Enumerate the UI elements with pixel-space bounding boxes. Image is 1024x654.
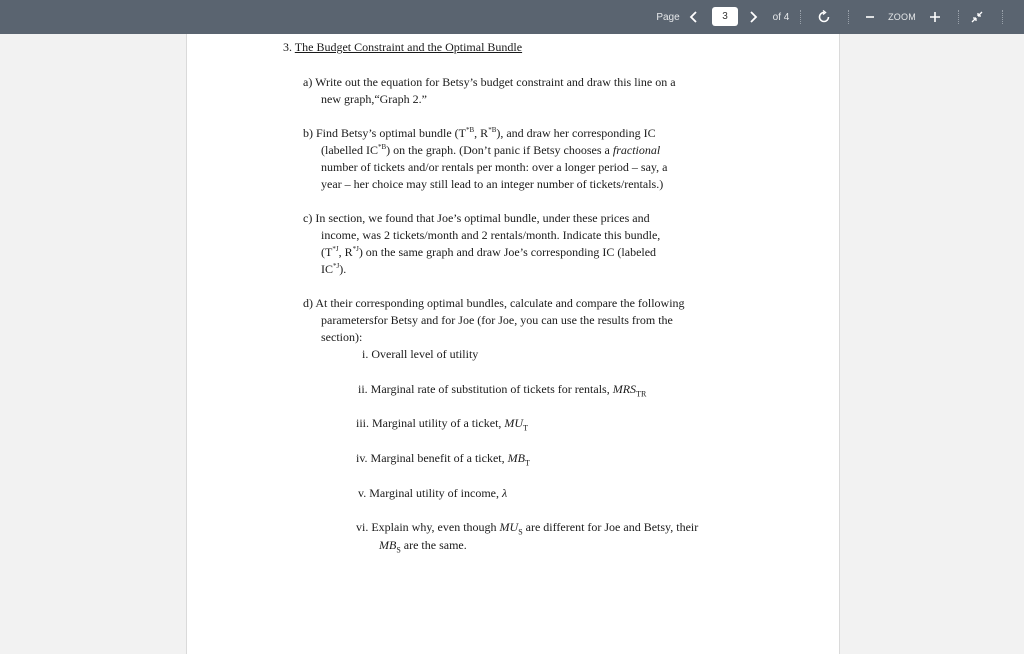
question-d-line-1: d) At their corresponding optimal bundles, calculate and compare the following — [303, 296, 685, 310]
document-page — [186, 34, 840, 654]
question-d-item-i: i. Overall level of utility — [362, 347, 479, 361]
question-d-item-vi-line-1: vi. Explain why, even though $MU_S$ are different for Joe and Betsy, their — [356, 520, 699, 537]
question-d-line-2: parametersfor Betsy and for Joe (for Joe, you can use the results from the — [321, 313, 673, 327]
toolbar-divider — [848, 10, 849, 24]
refresh-button[interactable] — [814, 0, 834, 34]
question-b-line-4: year – her choice may still lead to an integer number of tickets/rentals.) — [321, 177, 664, 191]
page-number-input[interactable] — [712, 7, 738, 26]
pdf-toolbar — [0, 0, 1024, 34]
zoom-label: ZOOM — [888, 12, 916, 22]
question-d-item-iii: iii. Marginal utility of a ticket, $MU_T$ — [356, 416, 528, 433]
section-heading: 3. The Budget Constraint and the Optimal Bundle — [283, 40, 523, 54]
question-c-line-1: c) In section, we found that Joe’s optimal bundle, under these prices and — [303, 211, 650, 225]
minus-icon — [865, 12, 875, 22]
previous-page-button[interactable] — [685, 0, 703, 34]
question-a-line-1: a) Write out the equation for Betsy’s budget constraint and draw this line on a — [303, 75, 676, 89]
refresh-icon — [817, 10, 831, 24]
question-c-line-2: income, was 2 tickets/month and 2 rentals/month. Indicate this bundle, — [321, 228, 661, 242]
question-a-line-2: new graph,“Graph 2.” — [321, 92, 427, 106]
question-d-item-iv: iv. Marginal benefit of a ticket, $MB_T$ — [356, 451, 530, 468]
page-label: Page — [656, 11, 680, 23]
zoom-out-button[interactable] — [862, 0, 878, 34]
question-d-line-3: section): — [321, 330, 363, 344]
toolbar-divider — [1002, 10, 1003, 24]
question-d-item-v: v. Marginal utility of income, λ — [358, 486, 508, 500]
question-b-line-1: b) Find Betsy’s optimal bundle ($T^{*B}$, $R^{*B}$), and draw her corresponding IC — [303, 126, 656, 140]
question-c-line-3: ($T^{*J}$, $R^{*J}$) on the same graph and draw Joe’s corresponding IC (labeled — [321, 245, 657, 259]
next-page-button[interactable] — [744, 0, 762, 34]
zoom-in-button[interactable] — [926, 0, 944, 34]
question-b-line-2: (labelled $IC^{*B}$) on the graph. (Don’t panic if Betsy chooses a fractional — [321, 143, 661, 157]
total-pages-label: of 4 — [772, 11, 790, 23]
chevron-left-icon — [689, 10, 699, 24]
section-title: The Budget Constraint and the Optimal Bundle — [294, 40, 523, 54]
toolbar-divider — [800, 10, 801, 24]
collapse-button[interactable] — [968, 0, 986, 34]
question-d-item-vi-line-2: $MB_S$ are the same. — [379, 538, 467, 555]
question-b-line-3: number of tickets and/or rentals per month: over a longer period – say, a — [321, 160, 668, 174]
toolbar-divider — [958, 10, 959, 24]
chevron-right-icon — [748, 10, 758, 24]
plus-icon — [929, 11, 941, 23]
question-c-line-4: $IC^{*J}$). — [321, 262, 347, 276]
collapse-icon — [970, 10, 984, 24]
question-d-item-ii: ii. Marginal rate of substitution of tickets for rentals, $MRS_{TR}$ — [358, 382, 647, 399]
